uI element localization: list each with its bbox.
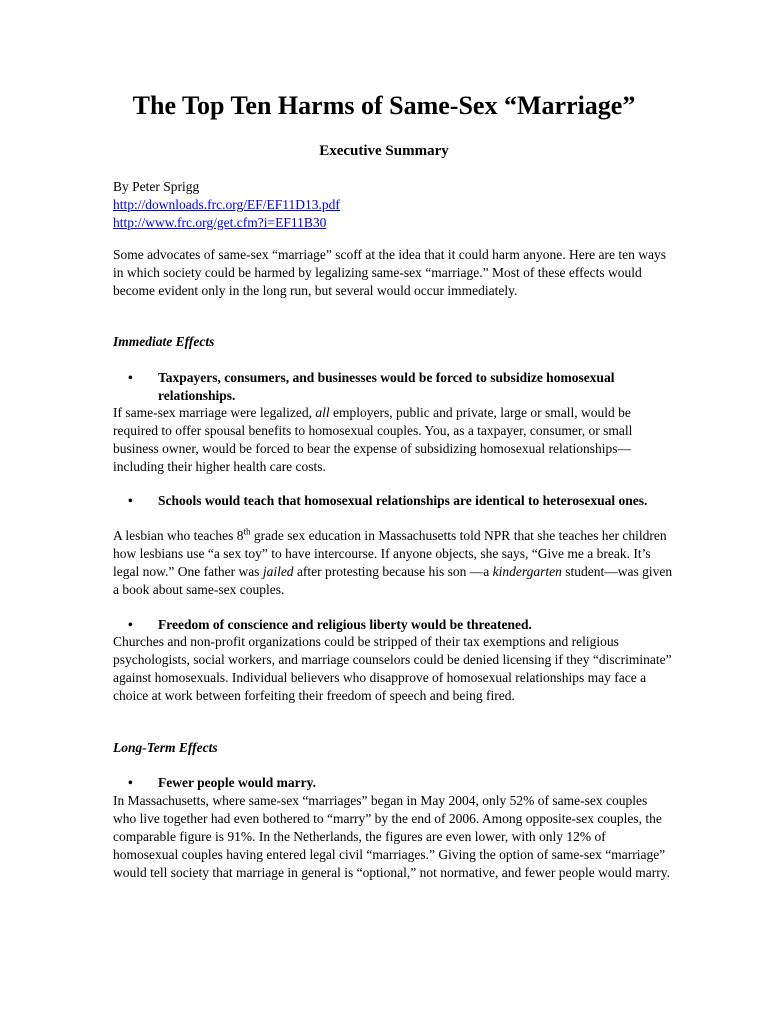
item-heading: Fewer people would marry. [158,775,316,790]
source-link-pdf[interactable]: http://downloads.frc.org/EF/EF11D13.pdf [113,197,340,212]
item-heading: Taxpayers, consumers, and businesses would be forced to subsidize homosexual relationships. [158,370,615,403]
intro-paragraph: Some advocates of same-sex “marriage” scoff at the idea that it could harm anyone. Here are ten ways in which society could be harmed by legalizing same-sex “marriage.” Most of these effects would become evident only in the long run, but several would occur immediately. [113,247,667,298]
bullet-marker: • [128,775,133,790]
list-item [128,369,654,405]
long-term-effects-heading: Long-Term Effects [113,740,218,755]
item-heading: Freedom of conscience and religious liberty would be threatened. [158,617,532,632]
list-item [128,492,654,510]
source-links [113,196,673,232]
document-title: The Top Ten Harms of Same-Sex “Marriage” [132,91,636,120]
item-body: In Massachusetts, where same-sex “marriages” began in May 2004, only 52% of same-sex couples who live together had even bothered to “marry” by the end of 2006. Among opposite-sex couples, the comparable figure is 91%. In the Netherlands, the figures are even lower, with only 12% of homosexual couples having entered legal civil “marriages.” Giving the option of same-sex “marriage” would tell society that marriage in general is “optional,” not normative, and fewer people would marry. [113,793,670,880]
immediate-effects-heading: Immediate Effects [113,334,215,349]
item-body: A lesbian who teaches 8th grade sex education in Massachusetts told NPR that she teaches her children how lesbians use “a sex toy” to have intercourse. If anyone objects, she says, “Give me a break. It’s legal now.” One father was jailed after protesting because his son —a kindergarten student—was given a book about same-sex couples. [113,526,673,597]
list-item [128,774,654,792]
author-block [113,178,673,232]
item-heading: Schools would teach that homosexual relationships are identical to heterosexual ones. [158,493,648,508]
list-item [128,616,654,634]
bullet-marker: • [128,493,133,508]
item-body: If same-sex marriage were legalized, all employers, public and private, large or small, would be required to offer spousal benefits to homosexual couples. You, as a taxpayer, consumer, or small business owner, would be forced to bear the expense of subsidizing homosexual relationships—including their higher health care costs. [113,405,633,474]
document-subtitle: Executive Summary [319,143,449,159]
item-body: Churches and non-profit organizations could be stripped of their tax exemptions and religious psychologists, social workers, and marriage counselors could be denied licensing if they “discriminate” against homosexuals. Individual believers who disapprove of homosexual relationships may face a choice at work between forfeiting their freedom of speech and being fired. [113,634,672,703]
author-line: By Peter Sprigg [113,179,200,194]
bullet-marker: • [128,370,133,385]
bullet-marker: • [128,617,133,632]
source-link-web[interactable]: http://www.frc.org/get.cfm?i=EF11B30 [113,215,327,230]
